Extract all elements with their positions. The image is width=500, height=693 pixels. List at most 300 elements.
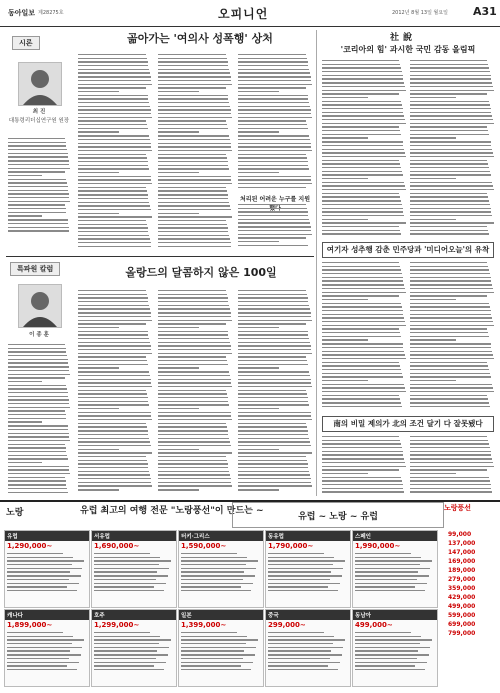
text-line [238, 157, 307, 158]
text-line [8, 175, 42, 176]
column2-body-left [8, 344, 70, 496]
text-line [410, 152, 493, 153]
text-line [78, 423, 146, 424]
text-line [94, 571, 157, 572]
text-line [158, 61, 228, 62]
text-line [238, 120, 306, 121]
text-line [238, 131, 279, 132]
text-line [158, 139, 230, 140]
text-line [238, 165, 308, 166]
text-line [238, 412, 311, 413]
text-line [158, 150, 232, 151]
text-line [181, 571, 244, 572]
text-line [158, 349, 231, 350]
text-line [355, 553, 411, 554]
text-line [158, 84, 232, 85]
text-line [8, 488, 67, 489]
text-line [158, 460, 227, 461]
text-line [322, 145, 403, 146]
text-line [7, 643, 72, 644]
text-line [410, 351, 492, 352]
text-line [158, 430, 228, 431]
text-line [7, 654, 81, 655]
text-line [410, 454, 491, 455]
text-line [8, 396, 68, 397]
text-line [78, 58, 147, 59]
text-line [322, 219, 368, 220]
text-line [238, 179, 311, 180]
text-line [355, 571, 418, 572]
text-line [78, 135, 149, 136]
text-line [7, 639, 84, 640]
ad-tile-heading: 중국 [266, 610, 350, 620]
text-line [8, 392, 68, 393]
text-line [78, 131, 119, 132]
text-line [238, 371, 309, 372]
text-line [322, 351, 404, 352]
text-line [181, 568, 256, 569]
text-line [158, 227, 228, 228]
text-line [322, 75, 403, 76]
text-line [322, 156, 406, 157]
text-line [410, 362, 487, 363]
text-line [78, 463, 148, 464]
column-subhead: 처리된 어려운 누구를 지원 [239, 196, 311, 203]
text-line [322, 160, 399, 161]
text-line [322, 137, 368, 138]
text-line [7, 583, 79, 584]
text-line [238, 408, 279, 409]
text-line [7, 669, 77, 670]
text-line [78, 72, 150, 73]
editorial3-title: 南의 비밀 제의가 北의 조건 달기 다 잘못됐다 [333, 419, 483, 428]
text-line [78, 338, 149, 339]
text-line [78, 312, 151, 313]
text-line [238, 91, 279, 92]
text-line [78, 216, 152, 217]
text-line [94, 654, 168, 655]
text-line [410, 358, 494, 359]
text-line [410, 266, 488, 267]
text-line [7, 590, 77, 591]
text-line [8, 466, 69, 467]
text-line [410, 314, 491, 315]
text-line [158, 102, 229, 103]
text-line [410, 193, 487, 194]
text-line [78, 375, 150, 376]
text-line [410, 440, 488, 441]
text-line [158, 489, 199, 490]
text-line [158, 397, 228, 398]
text-line [238, 467, 308, 468]
column-body-left [8, 138, 70, 236]
text-line [158, 172, 199, 173]
text-line [94, 575, 168, 576]
text-line [181, 650, 244, 651]
ad-tile-text [353, 630, 437, 678]
text-line [322, 365, 400, 366]
text-line [158, 342, 230, 343]
text-line [158, 308, 230, 309]
text-line [410, 204, 490, 205]
text-line [322, 71, 402, 72]
text-line [410, 71, 490, 72]
text-line [410, 149, 492, 150]
text-line [8, 436, 69, 437]
text-line [410, 387, 493, 388]
ad-tile-price: 1,290,000~ [7, 542, 53, 550]
text-line [322, 380, 368, 381]
text-line [238, 172, 279, 173]
text-line [78, 426, 147, 427]
text-line [355, 643, 420, 644]
text-line [238, 245, 308, 246]
text-line [158, 485, 232, 486]
text-line [238, 58, 307, 59]
text-line [181, 654, 255, 655]
text-line [181, 553, 237, 554]
text-line [322, 269, 401, 270]
text-line [322, 292, 406, 293]
text-line [238, 334, 308, 335]
text-line [238, 463, 308, 464]
text-line [7, 632, 63, 633]
text-line [158, 146, 231, 147]
text-line [410, 336, 489, 337]
text-line [8, 399, 69, 400]
editorial2-body-1 [322, 262, 406, 412]
text-line [410, 196, 488, 197]
text-line [268, 575, 342, 576]
ad-tile-price: 1,790,000~ [268, 542, 314, 550]
text-line [322, 436, 399, 437]
text-line [78, 353, 152, 354]
text-line [158, 238, 230, 239]
text-line [410, 332, 488, 333]
text-line [78, 146, 151, 147]
text-line [8, 359, 68, 360]
ad-tile-heading: 캐나다 [5, 610, 89, 620]
text-line [78, 168, 149, 169]
ad-headline: 유럽 최고의 여행 전문 "노랑풍선"이 만드는 ~ [80, 506, 264, 516]
text-line [322, 174, 403, 175]
text-line [8, 492, 68, 493]
text-line [268, 568, 343, 569]
text-line [78, 154, 146, 155]
text-line [410, 402, 489, 403]
text-line [322, 376, 403, 377]
text-line [78, 401, 148, 402]
text-line [8, 440, 70, 441]
text-line [355, 579, 417, 580]
text-line [78, 190, 147, 191]
text-line [410, 64, 488, 65]
text-line [322, 130, 400, 131]
text-line [78, 485, 152, 486]
text-line [322, 477, 401, 478]
text-line [158, 154, 226, 155]
text-line [8, 171, 65, 172]
editorial1-body-1 [322, 60, 406, 238]
text-line [322, 178, 368, 179]
text-line [78, 143, 151, 144]
text-line [158, 242, 231, 243]
text-line [238, 316, 311, 317]
text-line [238, 382, 311, 383]
text-line [238, 434, 308, 435]
text-line [158, 72, 230, 73]
ad-price-item: 137,000 [448, 540, 476, 547]
text-line [238, 84, 312, 85]
text-line [158, 353, 232, 354]
column-label: 시론 [12, 36, 40, 50]
text-line [158, 187, 226, 188]
text-line [158, 334, 228, 335]
text-line [322, 226, 399, 227]
text-line [7, 571, 70, 572]
text-line [322, 347, 403, 348]
text-line [322, 163, 400, 164]
text-line [158, 235, 229, 236]
text-line [238, 226, 311, 227]
ad-tile-price: 1,899,000~ [7, 621, 53, 629]
text-line [410, 369, 489, 370]
text-line [410, 171, 490, 172]
text-line [181, 590, 251, 591]
text-line [78, 117, 152, 118]
text-line [322, 93, 399, 94]
text-line [410, 119, 493, 120]
text-line [8, 142, 66, 143]
text-line [78, 231, 148, 232]
text-line [410, 339, 456, 340]
text-line [78, 308, 150, 309]
text-line [8, 473, 70, 474]
text-line [94, 665, 154, 666]
text-line [322, 314, 403, 315]
ad-tile-heading: 스페인 [353, 531, 437, 541]
text-line [158, 209, 231, 210]
text-line [181, 632, 237, 633]
text-line [158, 80, 231, 81]
text-line [238, 124, 307, 125]
text-line [410, 145, 491, 146]
ad-tile [265, 609, 351, 687]
text-line [238, 222, 310, 223]
text-line [410, 458, 492, 459]
text-line [78, 102, 149, 103]
text-line [8, 484, 66, 485]
text-line [322, 196, 400, 197]
text-line [94, 579, 156, 580]
text-line [238, 401, 308, 402]
text-line [78, 172, 119, 173]
text-line [78, 98, 148, 99]
text-line [238, 150, 312, 151]
text-line [355, 590, 425, 591]
text-line [238, 234, 312, 235]
text-line [322, 447, 402, 448]
text-line [322, 303, 401, 304]
text-line [322, 398, 400, 399]
ad-tile-text [179, 630, 263, 678]
text-line [181, 557, 247, 558]
text-line [355, 665, 415, 666]
text-line [7, 658, 69, 659]
text-line [158, 106, 230, 107]
text-line [410, 123, 494, 124]
text-line [158, 131, 199, 132]
text-line [158, 246, 231, 247]
text-line [78, 382, 151, 383]
text-line [181, 665, 241, 666]
text-line [78, 438, 149, 439]
ad-price-item: 147,000 [448, 549, 476, 556]
text-line [322, 480, 402, 481]
text-line [8, 447, 66, 448]
text-line [238, 230, 311, 231]
text-line [322, 402, 401, 403]
text-line [268, 632, 324, 633]
text-line [238, 237, 306, 238]
text-line [78, 334, 148, 335]
author2-photo [18, 284, 62, 328]
text-line [355, 647, 430, 648]
issue-number: 제28275호 [38, 10, 64, 16]
text-line [322, 440, 400, 441]
text-line [8, 149, 67, 150]
text-line [8, 156, 68, 157]
text-line [94, 643, 159, 644]
text-line [158, 364, 228, 365]
text-line [322, 384, 404, 385]
ad-tile-text [179, 551, 263, 599]
text-line [78, 235, 149, 236]
text-line [410, 480, 490, 481]
text-line [78, 209, 151, 210]
ad-tile-text [92, 630, 176, 678]
text-line [238, 128, 308, 129]
text-line [78, 397, 148, 398]
text-line [8, 433, 69, 434]
text-line [410, 185, 493, 186]
text-line [322, 295, 399, 296]
text-line [268, 650, 331, 651]
text-line [322, 466, 406, 467]
text-line [410, 365, 488, 366]
text-line [8, 418, 66, 419]
text-line [322, 171, 402, 172]
text-line [78, 242, 151, 243]
text-line [8, 388, 67, 389]
text-line [94, 658, 156, 659]
text-line [158, 327, 199, 328]
text-line [410, 137, 456, 138]
text-line [322, 185, 405, 186]
text-line [94, 568, 169, 569]
ad-tile-text [92, 551, 176, 599]
text-line [410, 230, 488, 231]
text-line [8, 348, 66, 349]
text-line [410, 126, 487, 127]
section-title: 오피니언 [218, 7, 269, 21]
text-line [322, 78, 403, 79]
text-line [322, 204, 402, 205]
text-line [158, 65, 228, 66]
text-line [8, 477, 65, 478]
text-line [322, 115, 404, 116]
ad-brand: 노랑풍선 [444, 504, 472, 512]
text-line [410, 354, 493, 355]
text-line [322, 222, 406, 223]
text-line [355, 632, 411, 633]
text-line [238, 308, 310, 309]
column2-body-3 [238, 290, 312, 496]
text-line [322, 332, 400, 333]
text-line [410, 406, 490, 407]
text-line [158, 445, 231, 446]
text-line [355, 568, 430, 569]
ad-price-item: 599,000 [448, 612, 476, 619]
text-line [410, 262, 487, 263]
text-line [410, 398, 488, 399]
text-line [238, 356, 306, 357]
text-line [78, 213, 119, 214]
text-line [7, 650, 70, 651]
text-line [268, 560, 345, 561]
text-line [181, 662, 253, 663]
text-line [355, 658, 417, 659]
text-line [158, 375, 230, 376]
text-line [181, 586, 241, 587]
text-line [158, 231, 228, 232]
text-line [8, 145, 66, 146]
text-line [78, 76, 151, 77]
text-line [158, 91, 199, 92]
text-line [78, 390, 146, 391]
text-line [322, 454, 403, 455]
text-line [94, 560, 171, 561]
text-line [238, 390, 306, 391]
column2-body-2 [158, 290, 232, 496]
text-line [410, 395, 487, 396]
ad-price-item: 359,000 [448, 585, 476, 592]
text-line [8, 197, 69, 198]
text-line [238, 241, 279, 242]
text-line [158, 456, 226, 457]
text-line [7, 586, 67, 587]
text-line [158, 390, 226, 391]
ad-tile [178, 609, 264, 687]
text-line [410, 86, 493, 87]
text-line [158, 338, 229, 339]
text-line [238, 449, 279, 450]
text-line [78, 331, 148, 332]
text-line [410, 160, 487, 161]
text-line [410, 477, 489, 478]
text-line [410, 466, 494, 467]
text-line [322, 395, 399, 396]
text-line [322, 362, 399, 363]
text-line [8, 480, 66, 481]
text-line [78, 205, 150, 206]
text-line [238, 452, 312, 453]
text-line [322, 119, 405, 120]
text-line [238, 430, 308, 431]
text-line [410, 233, 489, 234]
ad-tile [265, 530, 351, 608]
text-line [410, 380, 456, 381]
